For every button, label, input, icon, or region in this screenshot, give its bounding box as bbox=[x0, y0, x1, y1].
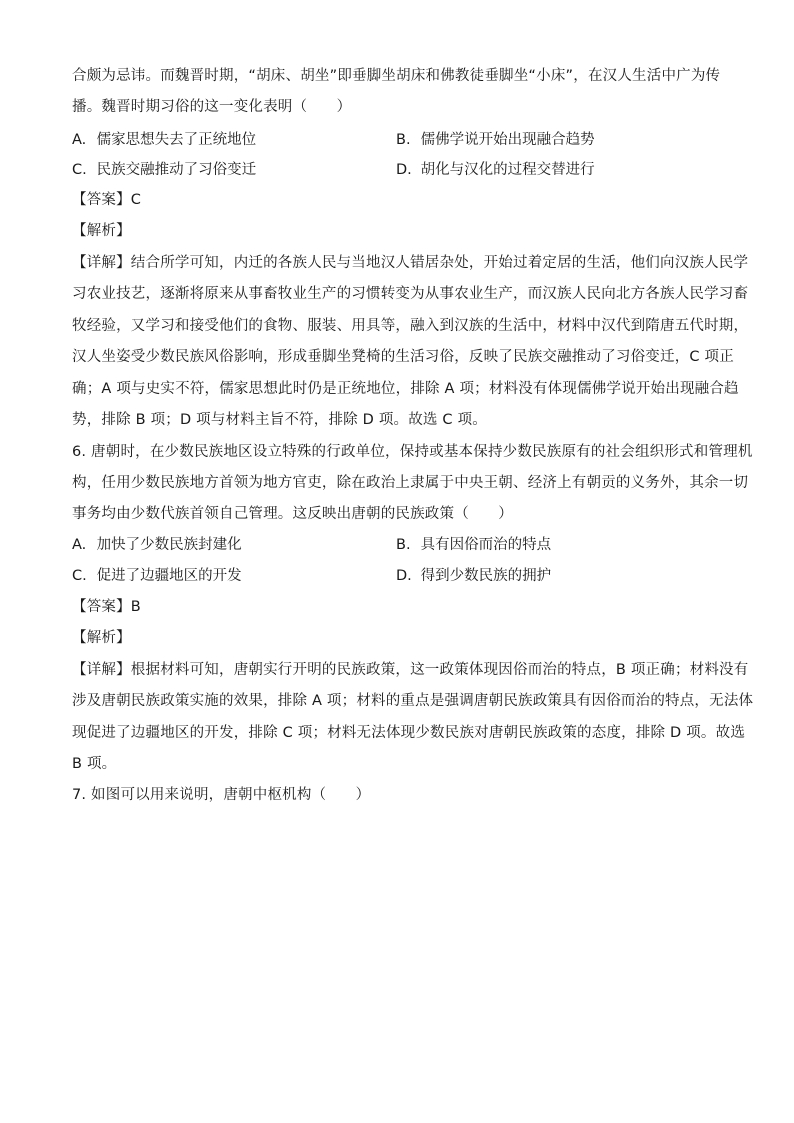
option-text: 具有因俗而治的特点 bbox=[420, 537, 552, 553]
option-letter: C. bbox=[72, 162, 87, 178]
option-letter: A. bbox=[72, 132, 87, 148]
option-letter: A. bbox=[72, 537, 87, 553]
option-text: 儒家思想失去了正统地位 bbox=[96, 132, 257, 148]
q7-stem: 7. 如图可以用来说明，唐朝中枢机构（ ） bbox=[72, 787, 371, 803]
option-text: 胡化与汉化的过程交替进行 bbox=[420, 162, 595, 178]
option-letter: D. bbox=[396, 568, 412, 584]
option-text: 得到少数民族的拥护 bbox=[420, 568, 552, 584]
option-letter: B. bbox=[396, 537, 411, 553]
option-text: 儒佛学说开始出现融合趋势 bbox=[420, 132, 595, 148]
option-letter: B. bbox=[396, 132, 411, 148]
q5-detail-line-5: 确；A 项与史实不符，儒家思想此时仍是正统地位，排除 A 项；材料没有体现儒佛学说开始出现融合趋 bbox=[72, 381, 739, 397]
q6-detail-line-2: 涉及唐朝民族政策实施的效果，排除 A 项；材料的重点是强调唐朝民族政策具有因俗而治的特点，无法体 bbox=[72, 693, 754, 709]
option-text: 促进了边疆地区的开发 bbox=[96, 568, 242, 584]
q5-stem-line-2: 播。魏晋时期习俗的这一变化表明（ ） bbox=[72, 99, 352, 115]
q6-detail-line-4: B 项。 bbox=[72, 756, 117, 772]
q6-stem-line-2: 构，任用少数民族地方首领为地方官吏，除在政治上隶属于中央王朝、经济上有朝贡的义务外，其余一切 bbox=[72, 475, 749, 491]
q5-option-a bbox=[72, 130, 256, 150]
q6-option-c bbox=[72, 566, 242, 586]
q6-answer: 【答案】B bbox=[72, 599, 141, 615]
option-letter: C. bbox=[72, 568, 87, 584]
q6-stem-line-3: 事务均由少数代族首领自己管理。这反映出唐朝的民族政策（ ） bbox=[72, 506, 513, 522]
q5-detail-line-1: 【详解】结合所学可知，内迁的各族人民与当地汉人错居杂处，开始过着定居的生活，他们向汉族人民学 bbox=[72, 255, 749, 271]
q6-stem-line-1: 6. 唐朝时，在少数民族地区设立特殊的行政单位，保持或基本保持少数民族原有的社会组织形式和管理机 bbox=[72, 444, 753, 460]
q5-option-b bbox=[396, 130, 595, 150]
q6-analysis-label: 【解析】 bbox=[72, 630, 131, 646]
q5-answer: 【答案】C bbox=[72, 192, 142, 208]
q5-option-c bbox=[72, 160, 256, 180]
q5-detail-line-2: 习农业技艺，逐渐将原来从事畜牧业生产的习惯转变为从事农业生产，而汉族人民向北方各族人民学习畜 bbox=[72, 286, 749, 302]
q5-stem-line-1: 合颇为忌讳。而魏晋时期，“胡床、胡坐”即垂脚坐胡床和佛教徒垂脚坐“小床”，在汉人生活中广为传 bbox=[72, 68, 721, 84]
q5-detail-line-3: 牧经验，又学习和接受他们的食物、服装、用具等，融入到汉族的生活中，材料中汉代到隋唐五代时期， bbox=[72, 318, 749, 334]
option-letter: D. bbox=[396, 162, 412, 178]
option-text: 民族交融推动了习俗变迁 bbox=[96, 162, 257, 178]
q6-option-a bbox=[72, 535, 242, 555]
q5-analysis-label: 【解析】 bbox=[72, 223, 131, 239]
q6-detail-line-3: 现促进了边疆地区的开发，排除 C 项；材料无法体现少数民族对唐朝民族政策的态度，排除 D 项。故选 bbox=[72, 725, 746, 741]
q5-option-d bbox=[396, 160, 595, 180]
option-text: 加快了少数民族封建化 bbox=[96, 537, 242, 553]
q6-option-d bbox=[396, 566, 551, 586]
q5-detail-line-6: 势，排除 B 项；D 项与材料主旨不符，排除 D 项。故选 C 项。 bbox=[72, 412, 487, 428]
q5-detail-line-4: 汉人坐姿受少数民族风俗影响，形成垂脚坐凳椅的生活习俗，反映了民族交融推动了习俗变迁，C 项正 bbox=[72, 349, 734, 365]
q6-option-b bbox=[396, 535, 551, 555]
q6-detail-line-1: 【详解】根据材料可知，唐朝实行开明的民族政策，这一政策体现因俗而治的特点，B 项正确；材料没有 bbox=[72, 662, 749, 678]
